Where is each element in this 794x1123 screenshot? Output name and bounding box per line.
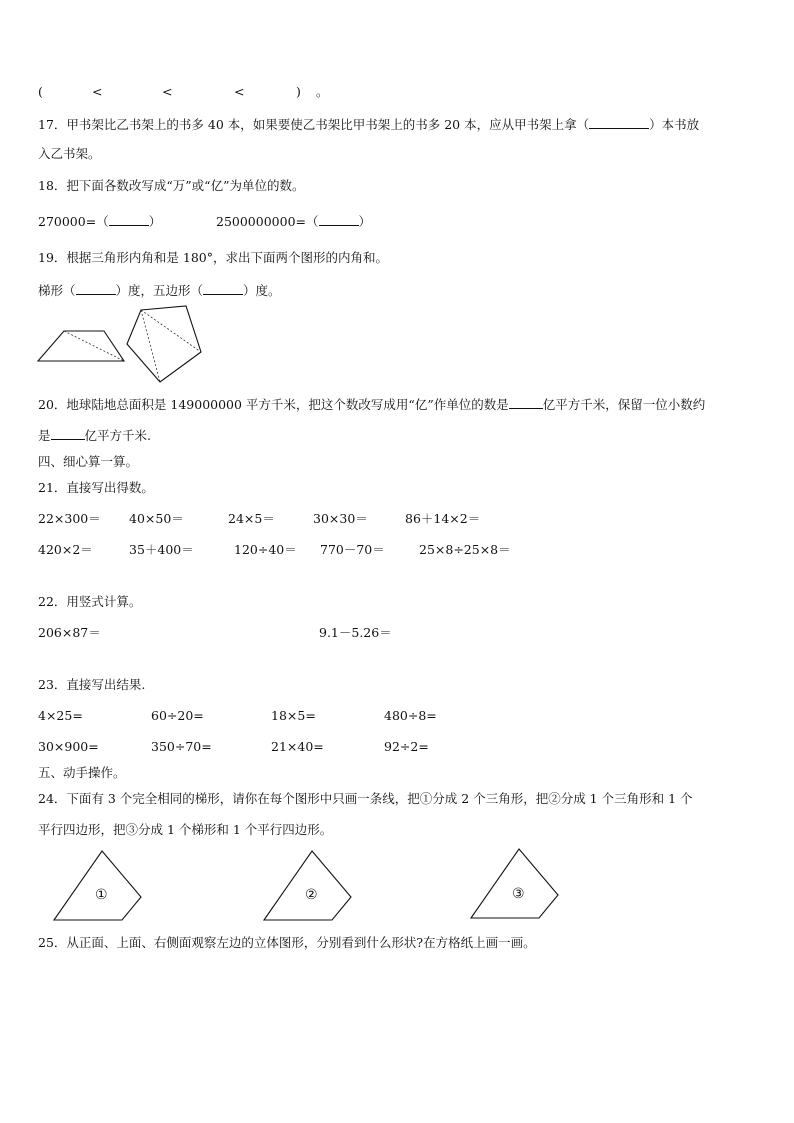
trapezoid-1-label: ① bbox=[95, 887, 108, 903]
trapezoid-2[interactable] bbox=[264, 851, 351, 920]
trapezoid-3[interactable] bbox=[471, 849, 558, 918]
trapezoid-2-outline bbox=[264, 851, 351, 920]
q23-r1-2: 60÷20= bbox=[151, 708, 204, 723]
q18-item-2-close: ） bbox=[358, 214, 372, 229]
trapezoid-3-outline bbox=[471, 849, 558, 918]
section-5-heading: 五、动手操作。 bbox=[38, 765, 126, 780]
q17-line-2: 入乙书架。 bbox=[38, 146, 101, 161]
q20-text-b: 亿平方千米，保留一位小数约 bbox=[542, 397, 706, 412]
q23-title: 23．直接写出结果. bbox=[38, 677, 146, 692]
q17-text-a: 17．甲书架比乙书架上的书多 40 本，如果要使乙书架比甲书架上的书多 20 本，应从甲书架上拿（ bbox=[38, 117, 590, 132]
q23-r1-3: 18×5= bbox=[271, 708, 316, 723]
q21-r2-1: 420×2＝ bbox=[38, 542, 93, 557]
q21-r1-4: 30×30＝ bbox=[313, 511, 368, 526]
q19-trapezoid-label: 梯形（ bbox=[38, 283, 76, 298]
q23-r1-4: 480÷8= bbox=[384, 708, 437, 723]
trapezoid-2-label: ② bbox=[305, 887, 318, 903]
q24-line-1: 24．下面有 3 个完全相同的梯形，请你在每个图形中只画一条线，把①分成 2 个三角形，把②分成 1 个三角形和 1 个 bbox=[38, 791, 693, 806]
q19-end: ）度。 bbox=[243, 283, 281, 298]
q24-line-2: 平行四边形，把③分成 1 个梯形和 1 个平行四边形。 bbox=[38, 822, 333, 837]
q20-text-c: 是 bbox=[38, 428, 51, 443]
section-4-heading: 四、细心算一算。 bbox=[38, 454, 139, 469]
q23-r2-2: 350÷70= bbox=[151, 739, 212, 754]
trapezoid-1[interactable] bbox=[54, 851, 141, 920]
q18-title: 18．把下面各数改写成“万”或“亿”为单位的数。 bbox=[38, 178, 305, 193]
q23-r1-1: 4×25= bbox=[38, 708, 83, 723]
trapezoid-1-outline bbox=[54, 851, 141, 920]
q22-item-1: 206×87＝ bbox=[38, 625, 101, 640]
q23-r2-4: 92÷2= bbox=[384, 739, 429, 754]
q18-item-1-text: 270000=（ bbox=[38, 214, 109, 229]
q19-title: 19．根据三角形内角和是 180°，求出下面两个图形的内角和。 bbox=[38, 250, 388, 265]
q17-text-b: ）本书放 bbox=[649, 117, 700, 132]
q22-title: 22．用竖式计算。 bbox=[38, 594, 142, 609]
q20-text-d: 亿平方千米. bbox=[84, 428, 151, 443]
q16-lt-1: < bbox=[92, 84, 103, 99]
q16-lt-3: < bbox=[234, 84, 245, 99]
q18-item-1-close: ） bbox=[148, 214, 162, 229]
q20-text-a: 20．地球陆地总面积是 149000000 平方千米，把这个数改写成用“亿”作单位的数是 bbox=[38, 397, 509, 412]
q18-item-2-text: 2500000000=（ bbox=[216, 214, 319, 229]
q21-r2-3: 120÷40＝ bbox=[234, 542, 297, 557]
q16-end: 。 bbox=[316, 84, 329, 99]
q16-close-paren: ) bbox=[296, 84, 301, 99]
q23-r2-1: 30×900= bbox=[38, 739, 99, 754]
q21-r1-5: 86＋14×2＝ bbox=[405, 511, 481, 526]
q21-r2-2: 35＋400＝ bbox=[129, 542, 194, 557]
q21-r1-3: 24×5＝ bbox=[228, 511, 275, 526]
q25-title: 25．从正面、上面、右侧面观察左边的立体图形，分别看到什么形状?在方格纸上画一画。 bbox=[38, 935, 536, 950]
q21-r1-2: 40×50＝ bbox=[129, 511, 184, 526]
q22-item-2: 9.1－5.26＝ bbox=[319, 625, 392, 640]
q21-r1-1: 22×300＝ bbox=[38, 511, 101, 526]
q16-open-paren: ( bbox=[38, 84, 43, 99]
q16-lt-2: < bbox=[162, 84, 173, 99]
q23-r2-3: 21×40= bbox=[271, 739, 324, 754]
trapezoid-3-label: ③ bbox=[512, 886, 525, 902]
q21-r2-4: 770－70＝ bbox=[320, 542, 385, 557]
q19-pentagon-label: ）度，五边形（ bbox=[115, 283, 204, 298]
q21-r2-5: 25×8÷25×8＝ bbox=[419, 542, 511, 557]
q21-title: 21．直接写出得数。 bbox=[38, 480, 154, 495]
